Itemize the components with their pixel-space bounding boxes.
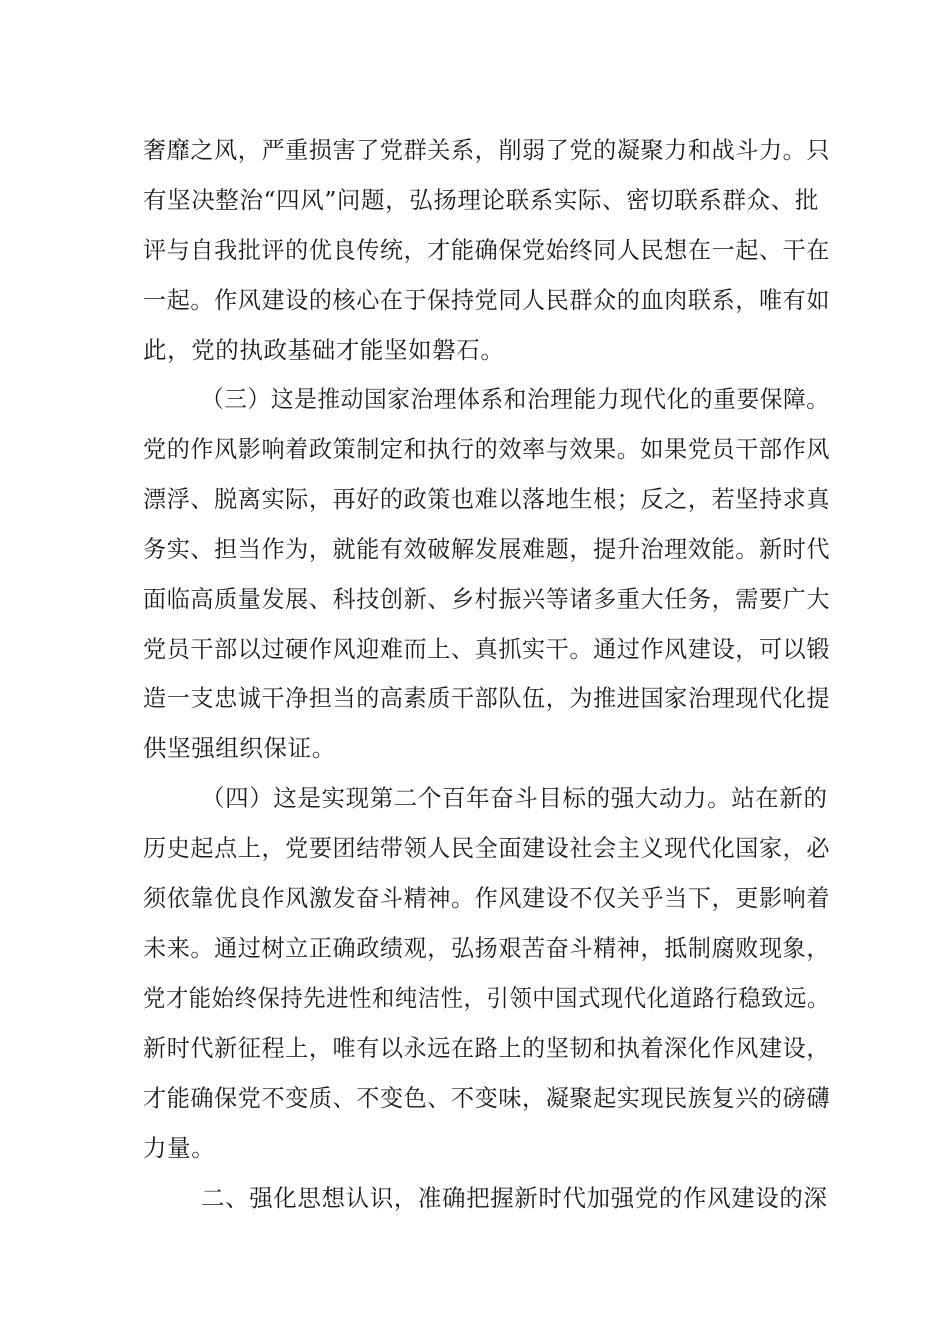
- section-heading-4: （四）这是实现第二个百年奋斗目标的强大动力。站在新的: [201, 784, 828, 812]
- paragraph-line: 须依靠优良作风激发奋斗精神。作风建设不仅关乎当下，更影响着: [143, 884, 831, 912]
- paragraph-line: 奢靡之风，严重损害了党群关系，削弱了党的凝聚力和战斗力。只: [143, 136, 831, 164]
- paragraph-line: 务实、担当作为，就能有效破解发展难题，提升治理效能。新时代: [143, 535, 831, 563]
- paragraph-line: 党的作风影响着政策制定和执行的效率与效果。如果党员干部作风: [143, 435, 831, 463]
- paragraph-line: 造一支忠诚干净担当的高素质干部队伍，为推进国家治理现代化提: [143, 684, 831, 712]
- paragraph-line: 此，党的执政基础才能坚如磐石。: [143, 336, 505, 364]
- paragraph-line: 历史起点上，党要团结带领人民全面建设社会主义现代化国家，必: [143, 834, 831, 862]
- paragraph-line: 漂浮、脱离实际，再好的政策也难以落地生根；反之，若坚持求真: [143, 485, 831, 513]
- paragraph-line: 新时代新征程上，唯有以永远在路上的坚韧和执着深化作风建设，: [143, 1034, 831, 1062]
- paragraph-line: 评与自我批评的优良传统，才能确保党始终同人民想在一起、干在: [143, 236, 831, 264]
- paragraph-line: 未来。通过树立正确政绩观，弘扬艰苦奋斗精神，抵制腐败现象，: [143, 934, 831, 962]
- paragraph-line: 才能确保党不变质、不变色、不变味，凝聚起实现民族复兴的磅礴: [143, 1084, 831, 1112]
- section-heading-3: （三）这是推动国家治理体系和治理能力现代化的重要保障。: [201, 385, 830, 413]
- paragraph-line: 供坚强组织保证。: [143, 734, 336, 762]
- paragraph-line: 有坚决整治“四风”问题，弘扬理论联系实际、密切联系群众、批: [143, 186, 819, 214]
- chapter-heading-2: 二、强化思想认识，准确把握新时代加强党的作风建设的深: [201, 1184, 828, 1212]
- paragraph-line: 一起。作风建设的核心在于保持党同人民群众的血肉联系，唯有如: [143, 286, 831, 314]
- paragraph-line: 党员干部以过硬作风迎难而上、真抓实干。通过作风建设，可以锻: [143, 635, 831, 663]
- paragraph-line: 面临高质量发展、科技创新、乡村振兴等诸多重大任务，需要广大: [143, 585, 831, 613]
- paragraph-line: 力量。: [143, 1134, 216, 1162]
- paragraph-line: 党才能始终保持先进性和纯洁性，引领中国式现代化道路行稳致远。: [143, 984, 830, 1012]
